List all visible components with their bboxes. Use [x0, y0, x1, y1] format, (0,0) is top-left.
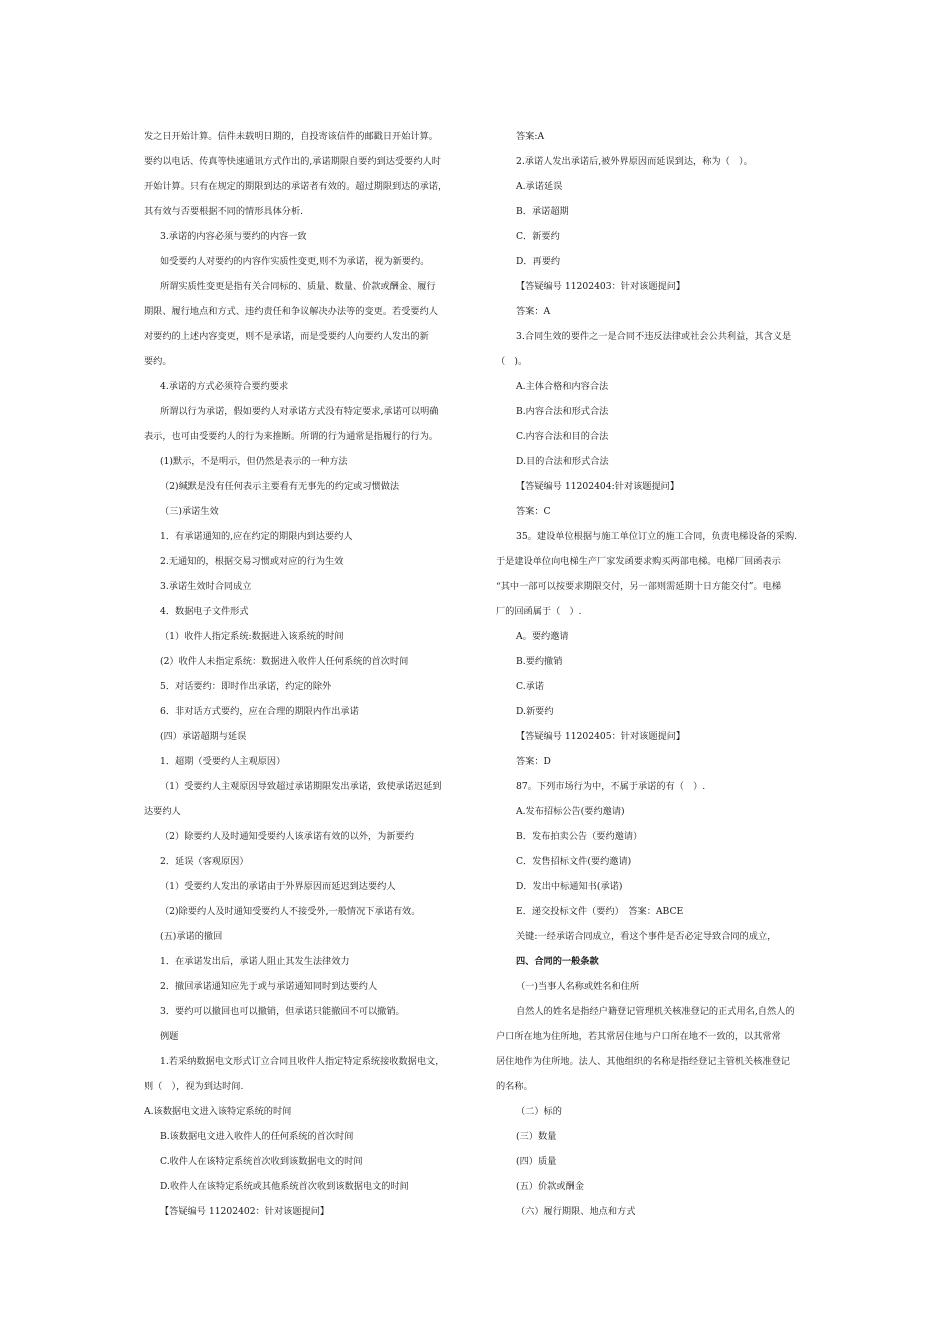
text-line: A.发布招标公告(要约邀请) [516, 806, 625, 817]
text-line: 35。建设单位根据与施工单位订立的施工合同，负责电梯设备的采购. [516, 531, 798, 542]
text-line: A。要约邀请 [516, 631, 569, 642]
text-line: 3.合同生效的要件之一是合同不违反法律或社会公共利益，其含义是 [516, 331, 792, 342]
text-line: D.收件人在该特定系统或其他系统首次收到该数据电文的时间 [160, 1181, 409, 1192]
text-line: 达要约人 [144, 806, 181, 817]
text-line: C．新要约 [516, 231, 560, 242]
text-line: 【答疑编号 11202405：针对该题提问】 [516, 731, 686, 742]
text-line: “其中一部可以按要求期限交付，另一部则需延期十日方能交付”。电梯 [496, 581, 782, 592]
text-line: 所谓实质性变更是指有关合同标的、质量、数量、价款或酬金、履行 [160, 281, 436, 292]
text-line: B.内容合法和形式合法 [516, 406, 609, 417]
text-line: 1．在承诺发出后，承诺人阻止其发生法律效力 [160, 956, 350, 967]
text-line: 如受要约人对要约的内容作实质性变更,则不为承诺，视为新要约。 [160, 256, 430, 267]
text-line: （三)承诺生效 [160, 506, 219, 517]
text-line: 答案:A [516, 131, 545, 142]
text-line: 3.承诺生效时合同成立 [160, 581, 252, 592]
text-line: 于是建设单位向电梯生产厂家发函要求购买两部电梯。电梯厂回函表示 [496, 556, 781, 567]
text-line: 例题 [160, 1031, 179, 1042]
text-line: 的名称。 [496, 1081, 533, 1092]
text-line: （1）受要约人主观原因导致超过承诺期限发出承诺，致使承诺迟延到 [160, 781, 442, 792]
left-column [144, 124, 474, 1224]
text-line: 1．超期（受要约人主观原因） [160, 756, 286, 767]
text-line: 3.承诺的内容必须与要约的内容一致 [160, 231, 307, 242]
text-line: 发之日开始计算。信件未载明日期的，自投寄该信件的邮戳日开始计算。 [144, 131, 438, 142]
text-line: 【答疑编号 11202404:针对该题提问】 [516, 481, 680, 492]
text-line: 87。下列市场行为中，不属于承诺的有（ ）. [516, 781, 706, 792]
text-line: (五)承诺的撤回 [160, 931, 223, 942]
text-line: 2.无通知的，根据交易习惯或对应的行为生效 [160, 556, 344, 567]
text-line: （2)除要约人及时通知受要约人不接受外,一般情况下承诺有效。 [160, 906, 421, 917]
right-column [496, 124, 810, 1224]
text-line: 1．有承诺通知的,应在约定的期限内到达要约人 [160, 531, 353, 542]
text-line: 【答疑编号 11202403：针对该题提问】 [516, 281, 686, 292]
text-line: 要约。 [144, 356, 172, 367]
text-line: (1)默示，不是明示，但仍然是表示的一种方法 [160, 456, 348, 467]
text-line: B.该数据电文进入收件人的任何系统的首次时间 [160, 1131, 354, 1142]
text-line: 户口所在地为住所地，若其常居住地与户口所在地不一致的，以其常常 [496, 1031, 781, 1042]
text-line: 自然人的姓名是指经户籍登记管理机关核准登记的正式用名,自然人的 [516, 1006, 795, 1017]
text-line: C．发售招标文件(要约邀请) [516, 856, 632, 867]
text-line: C.收件人在该特定系统首次收到该数据电文的时间 [160, 1156, 363, 1167]
text-line: (四）质量 [516, 1156, 557, 1167]
text-line: 3．要约可以撤回也可以撤销，但承诺只能撤回不可以撤销。 [160, 1006, 405, 1017]
text-line: D.新要约 [516, 706, 554, 717]
text-line: D.目的合法和形式合法 [516, 456, 609, 467]
text-line: （1）受要约人发出的承诺由于外界原因而延迟到达要约人 [160, 881, 396, 892]
text-line: 4.承诺的方式必须符合要约要求 [160, 381, 289, 392]
text-line: 要约以电话、传真等快速通讯方式作出的,承诺期限自要约到达受要约人时 [144, 156, 441, 167]
text-line: B.要约撤销 [516, 656, 563, 667]
text-line: 5．对话要约：即时作出承诺，约定的除外 [160, 681, 332, 692]
text-line: 答案：D [516, 756, 551, 767]
text-line: B．发布拍卖公告（要约邀请） [516, 831, 643, 842]
text-line: 2.承诺人发出承诺后,被外界原因而延误到达，称为（ ）。 [516, 156, 753, 167]
text-line: （六）履行期限、地点和方式 [516, 1206, 636, 1217]
text-line: （2）除要约人及时通知受要约人该承诺有效的以外，为新要约 [160, 831, 414, 842]
text-line: C.承诺 [516, 681, 544, 692]
text-line: 厂的回函属于（ ）. [496, 606, 582, 617]
text-line: 居住地作为住所地。法人、其他组织的名称是指经登记主管机关核准登记 [496, 1056, 790, 1067]
text-line: 【答疑编号 11202402：针对该题提问】 [160, 1206, 330, 1217]
text-line: 开始计算。只有在规定的期限到达的承诺者有效的。超过期限到达的承诺， [144, 181, 448, 192]
text-line: 对要约的上述内容变更，则不是承诺，而是受要约人向要约人发出的新 [144, 331, 429, 342]
text-line: （1）收件人指定系统:数据进入该系统的时间 [160, 631, 344, 642]
text-line: （一)当事人名称或姓名和住所 [516, 981, 640, 992]
text-line: 四、合同的一般条款 [516, 956, 599, 967]
text-line: 4．数据电子文件形式 [160, 606, 249, 617]
text-line: (五）价款或酬金 [516, 1181, 584, 1192]
text-line: 答案：C [516, 506, 551, 517]
text-line: (2）收件人未指定系统：数据进入收件人任何系统的首次时间 [160, 656, 409, 667]
text-line: E．递交投标文件（要约） 答案：ABCE [516, 906, 684, 917]
text-line: （2)缄默是没有任何表示主要看有无事先的约定或习惯做法 [160, 481, 400, 492]
text-line: (四）承诺超期与延误 [160, 731, 247, 742]
text-line: 则（ ），视为到达时间. [144, 1081, 244, 1092]
text-line: D．发出中标通知书(承诺) [516, 881, 623, 892]
text-line: 期限、履行地点和方式、违约责任和争议解决办法等的变更。若受要约人 [144, 306, 438, 317]
text-line: 表示，也可由受要约人的行为来推断。所谓的行为通常是指履行的行为。 [144, 431, 438, 442]
text-line: A.承诺延误 [516, 181, 563, 192]
text-line: 答案：A [516, 306, 551, 317]
text-line: （ )。 [496, 356, 528, 367]
text-line: A.主体合格和内容合法 [516, 381, 609, 392]
text-line: 所谓以行为承诺，假如要约人对承诺方式没有特定要求,承诺可以明确 [160, 406, 439, 417]
text-line: (三）数量 [516, 1131, 557, 1142]
text-line: 其有效与否要根据不同的情形具体分析. [144, 206, 304, 217]
text-line: 2．撤回承诺通知应先于或与承诺通知同时到达要约人 [160, 981, 378, 992]
text-line: A.该数据电文进入该特定系统的时间 [144, 1106, 292, 1117]
text-line: B．承诺超期 [516, 206, 569, 217]
text-line: 6．非对话方式要约，应在合理的期限内作出承诺 [160, 706, 359, 717]
text-line: 1.若采纳数据电文形式订立合同且收件人指定特定系统接收数据电文， [160, 1056, 445, 1067]
text-line: C.内容合法和目的合法 [516, 431, 609, 442]
text-line: D．再要约 [516, 256, 561, 267]
text-line: 2．延误（客观原因） [160, 856, 249, 867]
text-line: （二）标的 [516, 1106, 562, 1117]
text-line: 关键:一经承诺合同成立，看这个事件是否必定导致合同的成立， [516, 931, 777, 942]
